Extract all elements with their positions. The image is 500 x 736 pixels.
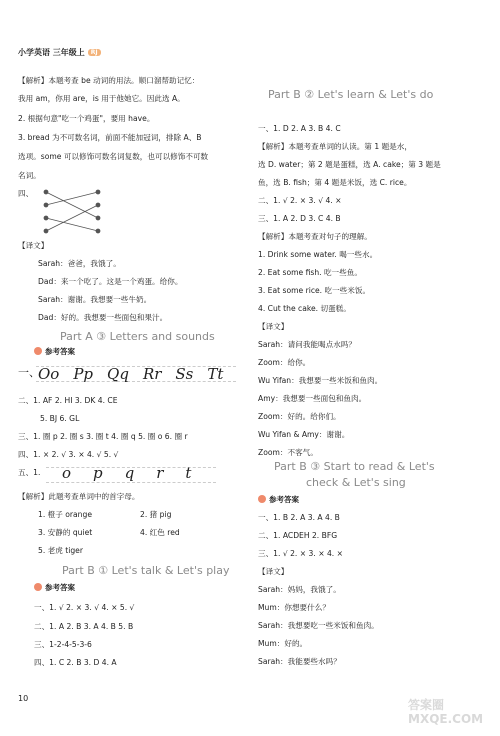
vocab-item: 3. 安静的 quiet — [38, 528, 93, 537]
answer-line: 三、1. 圈 p 2. 圈 s 3. 圈 t 4. 圈 q 5. 圈 o 6. 圈 r — [18, 432, 188, 441]
letter-pair: Qq — [107, 365, 129, 383]
dialogue-line: Sarah：我能要些水吗？ — [258, 657, 341, 666]
section-title-partB2: Part B ② Let's learn & Let's do — [268, 88, 434, 101]
page-header — [18, 47, 101, 58]
answer-line: 一、1. B 2. A 3. A 4. B — [258, 513, 340, 522]
dialogue-line: Mum：好的。 — [258, 639, 308, 648]
sentence-line: 3. Eat some rice. 吃一些米饭。 — [258, 286, 371, 295]
letter-pair: Tt — [207, 365, 224, 383]
analysis-line: 【解析】本题考查 be 动词的用法。顺口溜帮助记忆： — [18, 76, 200, 85]
dialogue-line: Dad：好的。我想要一些面包和果汁。 — [38, 313, 168, 322]
dialogue-line: Mum：你想要什么？ — [258, 603, 330, 612]
edition-badge: RJ — [88, 49, 101, 56]
answer-line: 5. BJ 6. GL — [40, 414, 80, 423]
dialogue-line: Zoom：给你。 — [258, 358, 311, 367]
dialogue-line: Dad：来一个吃了。这是一个鸡蛋。给你。 — [38, 277, 183, 286]
letter-pair: Rr — [142, 365, 162, 383]
question-1-label: 一、 — [18, 366, 40, 379]
section-title-partB3-line2: check & Let's sing — [306, 476, 406, 489]
vocab-item: 1. 橙子 orange — [38, 510, 92, 519]
translation-label: 【译文】 — [258, 322, 289, 331]
letter: t — [185, 464, 192, 482]
analysis-line: 选项。some 可以修饰可数名词复数，也可以修饰不可数 — [18, 152, 209, 161]
vocab-item: 2. 猪 pig — [140, 510, 172, 519]
section-title-partA3: Part A ③ Letters and sounds — [60, 330, 215, 343]
letter-pair: Oo — [38, 365, 60, 383]
answer-line: 二、1. A 2. B 3. A 4. B 5. B — [34, 622, 134, 631]
dialogue-line: Zoom：好的。给你们。 — [258, 412, 341, 421]
analysis-line: 3. bread 为不可数名词，前面不能加冠词，排除 A、B — [18, 133, 202, 142]
section-title-partB1: Part B ① Let's talk & Let's play — [62, 564, 230, 577]
answer-line: 三、1. √ 2. × 3. × 4. × — [258, 549, 343, 558]
answer-line: 一、1. √ 2. × 3. √ 4. × 5. √ — [34, 603, 135, 612]
dialogue-line: Sarah：请问我能喝点水吗？ — [258, 340, 356, 349]
sentence-line: 2. Eat some fish. 吃一些鱼。 — [258, 268, 362, 277]
answers-heading: 参考答案 — [34, 582, 75, 593]
answer-line: 二、1. AF 2. HI 3. DK 4. CE — [18, 396, 118, 405]
letter: r — [156, 464, 164, 482]
sentence-line: 4. Cut the cake. 切蛋糕。 — [258, 304, 351, 313]
analysis-line: 名词。 — [18, 171, 41, 180]
analysis-line: 我用 am，你用 are，is 用于他她它。因此选 A。 — [18, 94, 185, 103]
answer-line: 二、1. √ 2. × 3. √ 4. × — [258, 196, 342, 205]
matching-lines-diagram — [38, 186, 108, 236]
book-title: 小学英语 三年级上 — [18, 48, 85, 57]
vocab-item: 4. 红色 red — [140, 528, 180, 537]
letter: o — [62, 464, 72, 482]
answers-heading: 参考答案 — [34, 346, 75, 357]
analysis-line: 2. 根据句意"吃一个鸡蛋"，要用 have。 — [18, 114, 155, 123]
answer-line: 二、1. ACDEH 2. BFG — [258, 531, 338, 540]
letter: p — [93, 464, 103, 482]
analysis-line: 【解析】本题考查对句子的理解。 — [258, 232, 372, 241]
dialogue-line: Sarah：谢谢。我想要一些牛奶。 — [38, 295, 152, 304]
dialogue-line: Zoom：不客气。 — [258, 448, 318, 457]
question-5-label: 五、1. — [18, 468, 41, 477]
section-title-partB3: Part B ③ Start to read & Let's — [274, 460, 435, 473]
answer-line: 一、1. D 2. A 3. B 4. C — [258, 124, 341, 133]
translation-label: 【译文】 — [258, 567, 289, 576]
vocab-item: 5. 老虎 tiger — [38, 546, 83, 555]
handwritten-letters — [62, 463, 191, 482]
answers-heading: 参考答案 — [258, 494, 299, 505]
watermark-logo: 答案圈 MXQE.COM — [408, 698, 484, 726]
handwritten-letters — [38, 364, 223, 383]
answer-line: 三、1. A 2. D 3. C 4. B — [258, 214, 341, 223]
translation-label: 【译文】 — [18, 241, 49, 250]
analysis-line: 鱼，选 B. fish；第 4 题是米饭，选 C. rice。 — [258, 178, 412, 187]
dialogue-line: Wu Yifan & Amy：谢谢。 — [258, 430, 350, 439]
letter-pair: Pp — [73, 365, 94, 383]
answer-line: 三、1-2-4-5-3-6 — [34, 640, 92, 649]
answer-line: 四、1. × 2. √ 3. × 4. √ 5. √ — [18, 450, 119, 459]
dialogue-line: Wu Yifan：我想要一些米饭和鱼肉。 — [258, 376, 383, 385]
analysis-line: 选 D. water；第 2 题是蛋糕，选 A. cake；第 3 题是 — [258, 160, 441, 169]
answer-line: 四、1. C 2. B 3. D 4. A — [34, 658, 117, 667]
dialogue-line: Sarah：我想要吃一些米饭和鱼肉。 — [258, 621, 379, 630]
sentence-line: 1. Drink some water. 喝一些水。 — [258, 250, 378, 259]
analysis-line: 【解析】本题考查单词的认读。第 1 题是水， — [258, 142, 412, 151]
page-number: 10 — [18, 694, 29, 703]
analysis-line: 【解析】此题考查单词中的首字母。 — [18, 492, 140, 501]
dialogue-line: Sarah：爸爸，我饿了。 — [38, 259, 121, 268]
question-4-label: 四、 — [18, 189, 34, 198]
letter: q — [124, 464, 135, 482]
dialogue-line: Amy：我想要一些面包和鱼肉。 — [258, 394, 367, 403]
dialogue-line: Sarah：妈妈，我饿了。 — [258, 585, 341, 594]
letter-pair: Ss — [175, 365, 194, 383]
